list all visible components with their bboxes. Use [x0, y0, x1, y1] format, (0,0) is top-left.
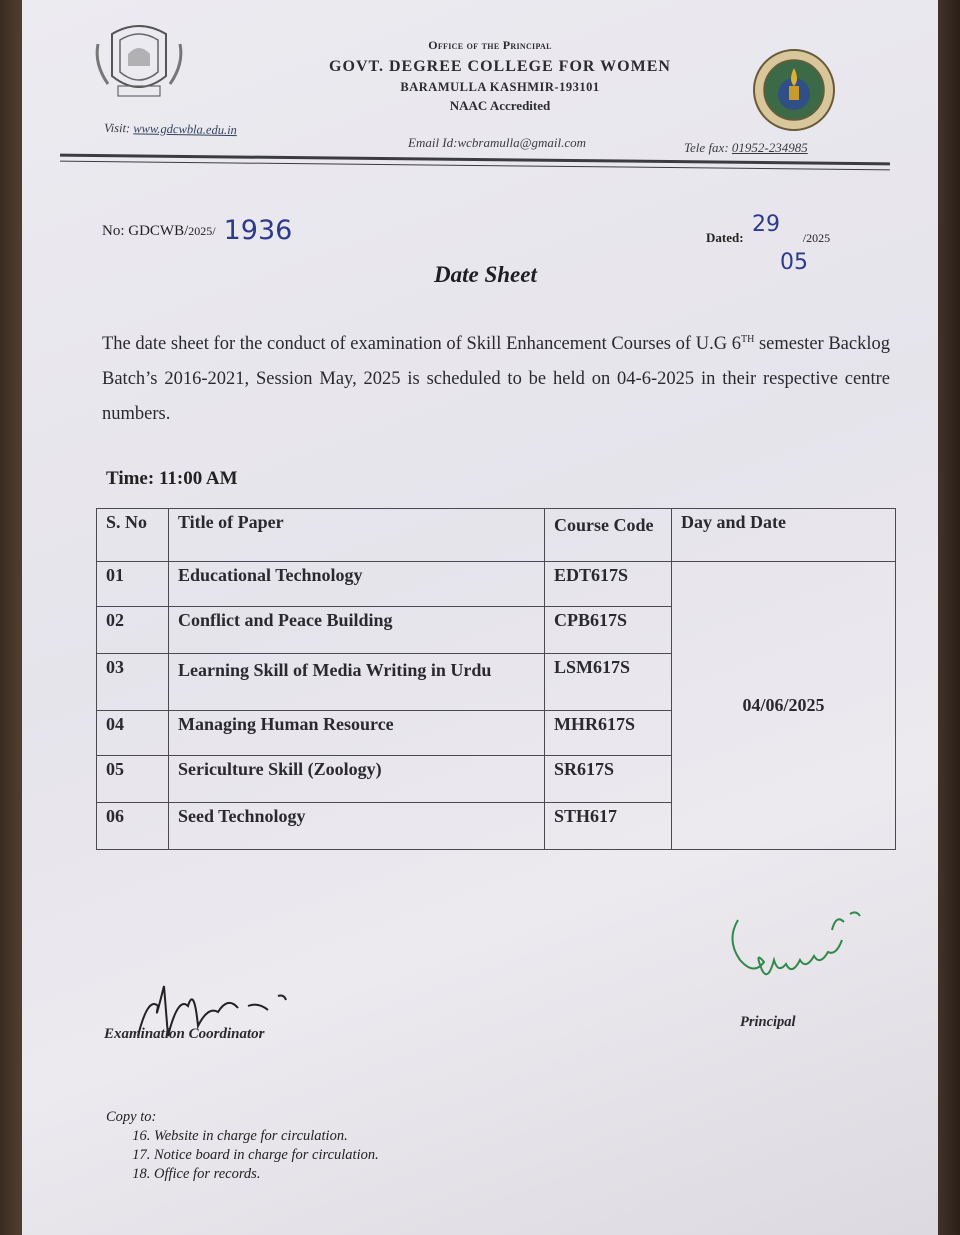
copy-to-item: 17. Notice board in charge for circulation. — [154, 1146, 379, 1165]
row-sno: 06 — [97, 803, 169, 850]
college-address: BARAMULLA KASHMIR-193101 — [400, 80, 600, 94]
principal-signature — [724, 900, 884, 1010]
coordinator-title: Examination Coordinator — [104, 1026, 265, 1042]
row-title: Educational Technology — [169, 562, 545, 607]
copy-to-section — [106, 1108, 379, 1184]
principal-title: Principal — [740, 1014, 796, 1030]
telefax-line — [684, 140, 808, 156]
copy-to-item: 16. Website in charge for circulation. — [154, 1127, 379, 1146]
row-title: Seed Technology — [169, 803, 545, 850]
telefax-label: Tele fax: — [684, 140, 729, 155]
table-header-row — [97, 509, 896, 562]
email-line: Email Id:wcbramulla@gmail.com — [408, 135, 587, 150]
row-title: Conflict and Peace Building — [169, 607, 545, 654]
header-course-code: Course Code — [545, 509, 672, 562]
intro-text-after: semester Backlog Batch’s 2016-2021, Session May, 2025 is scheduled to be held on 04-6-2025 in their respective centre numbers. — [102, 334, 890, 425]
college-name: GOVT. DEGREE COLLEGE FOR WOMEN — [329, 58, 671, 75]
table-row — [97, 562, 896, 607]
header-title: Title of Paper — [169, 509, 545, 562]
row-sno: 04 — [97, 711, 169, 756]
copy-to-list — [106, 1127, 379, 1184]
visit-label: Visit: — [103, 120, 131, 136]
intro-paragraph — [102, 322, 890, 432]
college-emblem-logo — [92, 14, 186, 106]
reference-prefix: No: GDCWB/ — [102, 223, 189, 239]
website-line — [104, 121, 237, 138]
exam-time: Time: 11:00 AM — [106, 468, 238, 489]
row-code: SR617S — [545, 756, 672, 803]
date-sheet-table — [96, 508, 896, 850]
copy-to-label: Copy to: — [106, 1109, 157, 1125]
row-code: CPB617S — [545, 607, 672, 654]
row-title: Learning Skill of Media Writing in Urdu — [169, 654, 545, 711]
row-sno: 02 — [97, 607, 169, 654]
row-code: EDT617S — [545, 562, 672, 607]
dated-label: Dated: — [706, 230, 744, 245]
exam-date-cell: 04/06/2025 — [672, 562, 896, 850]
row-sno: 05 — [97, 756, 169, 803]
row-title: Sericulture Skill (Zoology) — [169, 756, 545, 803]
office-of-principal: Office of the Principal — [428, 38, 552, 52]
document-title: Date Sheet — [434, 262, 537, 287]
telefax-number: 01952-234985 — [731, 140, 808, 155]
dated-handwritten-month: 05 — [780, 250, 808, 275]
intro-text-before: The date sheet for the conduct of examination of Skill Enhancement Courses of U.G 6 — [102, 334, 741, 355]
dated-handwritten-day: 29 — [752, 212, 780, 237]
row-sno: 01 — [97, 562, 169, 607]
college-seal-logo — [752, 48, 836, 132]
reference-handwritten-number: 1936 — [223, 215, 293, 246]
reference-number — [102, 215, 292, 246]
dated-year: /2025 — [802, 231, 831, 245]
naac-accreditation: NAAC Accredited — [449, 98, 551, 113]
website-link[interactable]: www.gdcwbla.edu.in — [133, 121, 237, 138]
row-code: LSM617S — [545, 654, 672, 711]
copy-to-item: 18. Office for records. — [154, 1165, 379, 1184]
row-code: MHR617S — [545, 711, 672, 756]
header-day-date: Day and Date — [672, 509, 896, 562]
row-sno: 03 — [97, 654, 169, 711]
row-code: STH617 — [545, 803, 672, 850]
reference-year: 2025/ — [188, 224, 216, 238]
intro-superscript: TH — [740, 334, 755, 345]
row-title: Managing Human Resource — [169, 711, 545, 756]
header-sno: S. No — [97, 509, 169, 562]
